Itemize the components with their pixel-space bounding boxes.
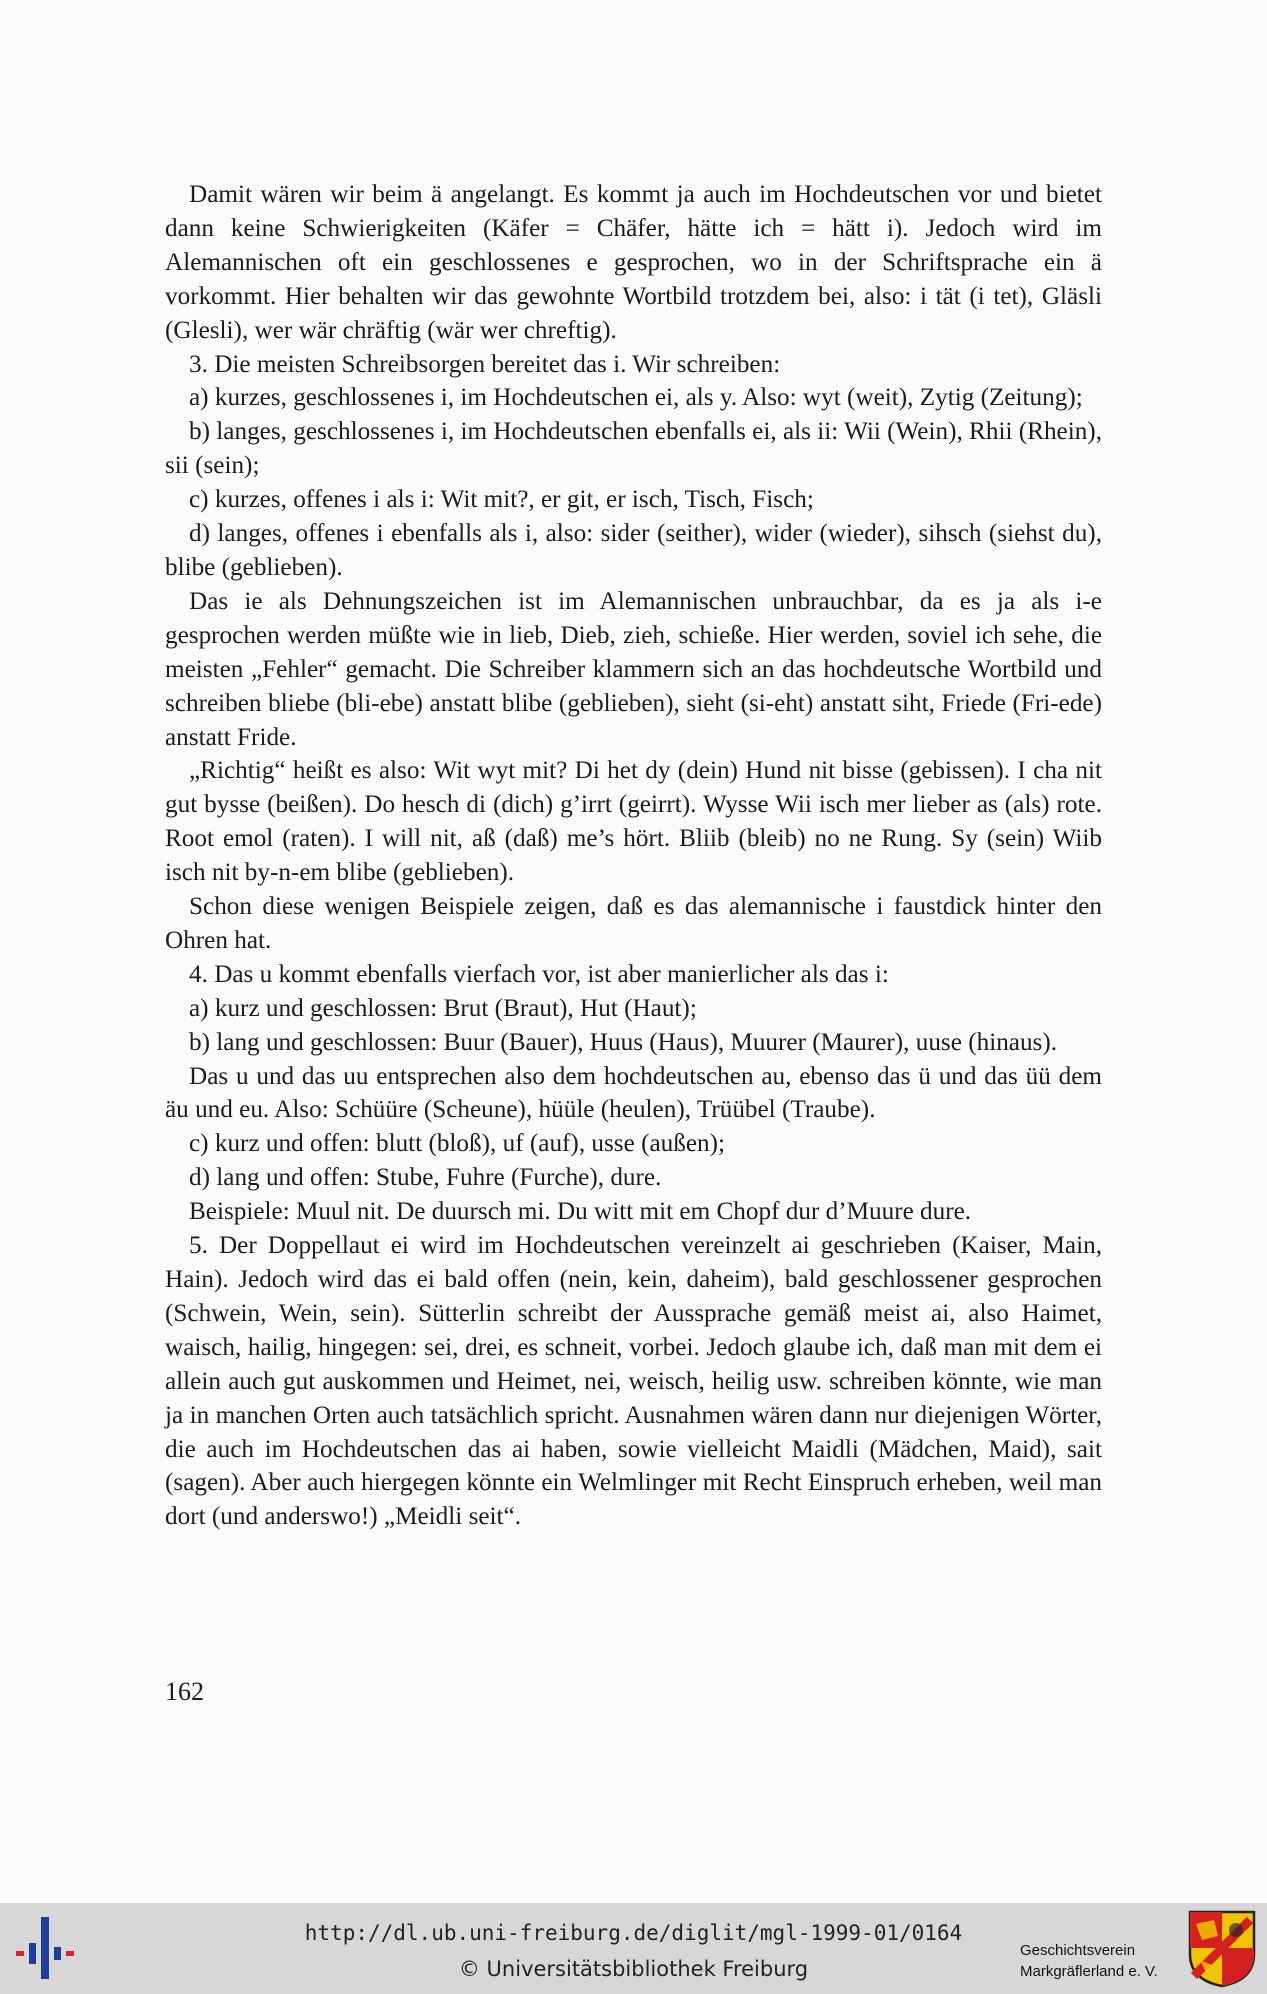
body-text [165,178,1102,1534]
paragraph: Beispiele: Muul nit. De duursch mi. Du witt mit em Chopf dur d’Muure dure. [189,1198,972,1226]
paragraph: 3. Die meisten Schreibsorgen bereitet das i. Wir schreiben: [189,350,781,378]
paragraph: b) langes, geschlossenes i, im Hochdeutschen ebenfalls ei, als ii: Wii (Wein), Rhii (Rhein), sii (sein); [165,418,1102,480]
coat-of-arms-icon [1188,1910,1256,1988]
paragraph: d) lang und offen: Stube, Fuhre (Furche), dure. [189,1164,662,1192]
paragraph: Das ie als Dehnungszeichen ist im Alemannischen unbrauchbar, da es ja als i-e gesprochen werden müßte wie in lieb, Dieb, zieh, schieße. Hier werden, soviel ich sehe, die meisten „Fehler“ gemacht. Die Schreiber klammern sich an das hochdeutsche Wortbild und schreiben bliebe (bli-ebe) anstatt blibe (geblieben), sieht (si-eht) anstatt siht, Friede (Fri-ede) anstatt Fride. [165,587,1102,751]
document-url-link[interactable]: http://dl.ub.uni-freiburg.de/diglit/mgl-1999-01/0164 [304,1921,963,1945]
footer-bar [0,1903,1267,1994]
paragraph: b) lang und geschlossen: Buur (Bauer), Huus (Haus), Muurer (Maurer), uuse (hinaus). [189,1028,1058,1056]
paragraph: a) kurzes, geschlossenes i, im Hochdeutschen ei, als y. Also: wyt (weit), Zytig (Zeitung); [189,384,1083,412]
paragraph: a) kurz und geschlossen: Brut (Braut), Hut (Haut); [189,994,697,1022]
society-name [1020,1940,1190,1982]
copyright-notice: © Universitätsbibliothek Freiburg [458,1957,809,1981]
society-name-line: Geschichtsverein [1020,1942,1136,1959]
paragraph: 5. Der Doppellaut ei wird im Hochdeutschen vereinzelt ai geschrieben (Kaiser, Main, Hain). Jedoch wird das ei bald offen (nein, kein, daheim), bald geschlossener gesprochen (Schwein, Wein, sein). Sütterlin schreibt der Aussprache gemäß meist ai, also Haimet, waisch, hailig, hingegen: sei, drei, es schneit, vorbei. Jedoch glaube ich, daß man mit dem ei allein auch gut auskommen und Heimet, nei, weisch, heilig usw. schreiben könnte, wie man ja in manchen Orten auch tatsächlich spricht. Ausnahmen wären dann nur diejenigen Wörter, die auch im Hochdeutschen das ai haben, sowie vielleicht Maidli (Mädchen, Maid), sait (sagen). Aber auch hiergegen könnte ein Welmlinger mit Recht Einspruch erheben, weil man dort (und anderswo!) „Meidli seit“. [165,1232,1102,1531]
paragraph: Das u und das uu entsprechen also dem hochdeutschen au, ebenso das ü und das üü dem äu und eu. Also: Schüüre (Scheune), hüüle (heulen), Trüübel (Traube). [165,1062,1102,1124]
page-number: 162 [165,1677,204,1706]
paragraph: 4. Das u kommt ebenfalls vierfach vor, ist aber manierlicher als das i: [189,960,889,988]
society-name-line: Markgräflerland e. V. [1020,1963,1158,1980]
paragraph: Damit wären wir beim ä angelangt. Es kommt ja auch im Hochdeutschen vor und bietet dann keine Schwierigkeiten (Käfer = Chäfer, hätte ich = hätt i). Jedoch wird im Alemannischen oft ein geschlossenes e gesprochen, wo in der Schriftsprache ein ä vorkommt. Hier behalten wir das gewohnte Wortbild trotzdem bei, also: i tät (i tet), Gläsli (Glesli), wer wär chräftig (wär wer chreftig). [165,181,1102,344]
paragraph: Schon diese wenigen Beispiele zeigen, daß es das alemannische i faustdick hinter den Ohren hat. [165,893,1102,954]
paragraph: „Richtig“ heißt es also: Wit wyt mit? Di het dy (dein) Hund nit bisse (gebissen). I cha nit gut bysse (beißen). Do hesch di (dich) g’irrt (geirrt). Wysse Wii isch mer lieber as (als) rote. Root emol (raten). I will nit, aß (daß) me’s hört. Bliib (bleib) no ne Rung. Sy (sein) Wiib isch nit by-n-em blibe (geblieben). [165,757,1102,887]
paragraph: d) langes, offenes i ebenfalls als i, also: sider (seither), wider (wieder), sihsch (siehst du), blibe (geblieben). [165,520,1102,581]
paragraph: c) kurzes, offenes i als i: Wit mit?, er git, er isch, Tisch, Fisch; [189,486,814,514]
paragraph: c) kurz und offen: blutt (bloß), uf (auf), usse (außen); [189,1130,725,1158]
